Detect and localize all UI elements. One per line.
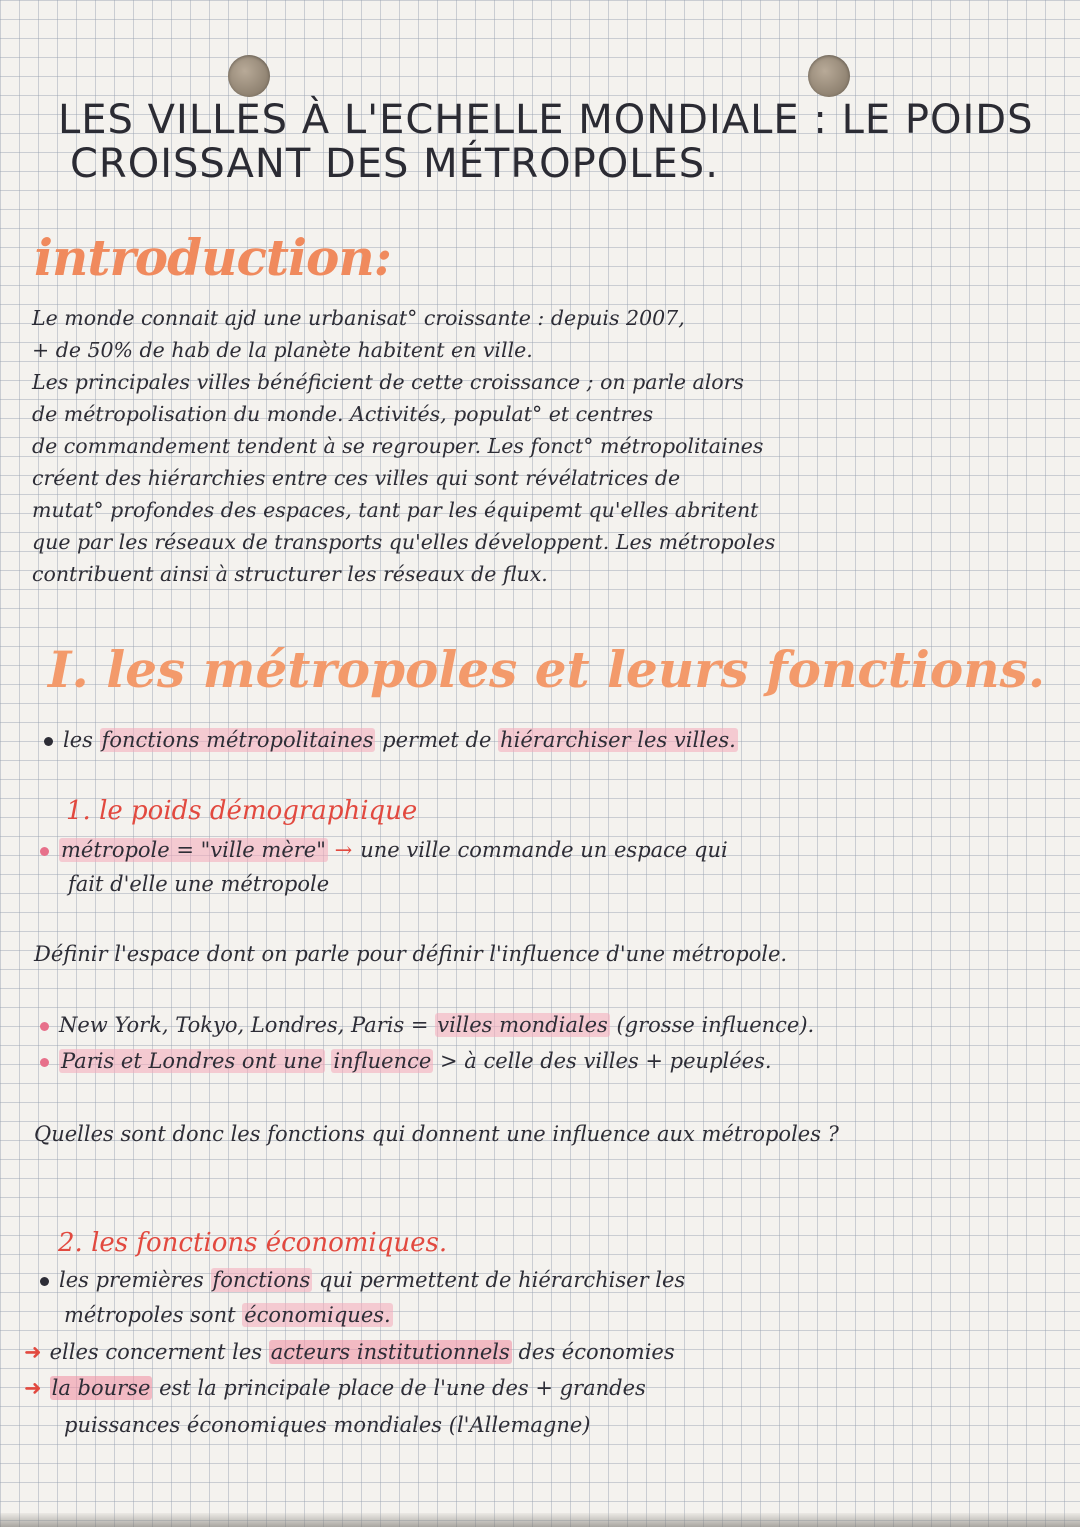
binder-hole-right [808,55,850,97]
metropole-definition-bullet [40,838,728,862]
page-bottom-edge [0,1513,1080,1527]
bullet-icon [40,1277,49,1286]
actors-arrow-line [24,1340,675,1364]
text-span: des économies [518,1340,675,1364]
binder-hole-left [228,55,270,97]
text-span: (grosse influence). [616,1013,815,1037]
economic-functions-bullet [40,1268,685,1292]
page-title [58,98,1038,186]
intro-line: Le monde connait ajd une urbanisat° croissante : depuis 2007, [32,306,685,330]
section-1-intro-bullet [44,728,738,752]
subsection-1-heading: 1. le poids démographique [66,796,418,826]
highlight-fonctions: fonctions [212,1268,311,1292]
highlight-acteurs-institutionnels: acteurs institutionnels [270,1340,510,1364]
title-line-1: LES VILLES À L'ECHELLE MONDIALE : LE POIDS [58,97,1034,143]
bullet-icon [40,1058,49,1067]
introduction-paragraph [32,300,1042,592]
bullet-icon [40,847,49,856]
intro-line: contribuent ainsi à structurer les réseaux de flux. [32,562,548,586]
text-span: est la principale place de l'une des + grandes [159,1376,646,1400]
text-span: New York, Tokyo, Londres, Paris = [59,1013,429,1037]
highlight-hierarchiser: hiérarchiser les villes. [500,728,736,752]
highlight-metropole: métropole = "ville mère" [61,838,326,862]
intro-line: + de 50% de hab de la planète habitent en ville. [32,338,533,362]
arrow-right-icon: ➜ [24,1340,42,1364]
section-1-heading: I. les métropoles et leurs fonctions. [48,640,1046,699]
text-span: une ville commande un espace qui [360,838,728,862]
highlight-influence: influence [333,1049,432,1073]
highlight-fonctions-metropolitaines: fonctions métropolitaines [101,728,374,752]
text-span: métropoles sont [64,1303,236,1327]
text-span: > à celle des villes + peuplées. [440,1049,772,1073]
text-span: elles concernent les [49,1340,263,1364]
economic-functions-continued [64,1303,393,1327]
intro-line: de métropolisation du monde. Activités, populat° et centres [32,402,654,426]
highlight-economiques: économiques. [244,1303,391,1327]
world-cities-bullet [40,1013,814,1037]
paris-londres-bullet [40,1049,772,1073]
intro-line: créent des hiérarchies entre ces villes qui sont révélatrices de [32,466,681,490]
intro-line: Les principales villes bénéficient de cette croissance ; on parle alors [32,370,744,394]
highlight-villes-mondiales: villes mondiales [437,1013,608,1037]
subsection-2-heading: 2. les fonctions économiques. [58,1228,448,1258]
arrow-right-icon: ➜ [24,1376,42,1400]
text-span: permet de [382,728,492,752]
text-span: qui permettent de hiérarchiser les [319,1268,686,1292]
highlight-paris-londres: Paris et Londres ont une [61,1049,323,1073]
bourse-continued: puissances économiques mondiales (l'Allemagne) [64,1413,591,1437]
text-span: les [63,728,93,752]
intro-line: mutat° profondes des espaces, tant par les équipemt qu'elles abritent [32,498,759,522]
title-line-2: CROISSANT DES MÉTROPOLES. [70,141,719,187]
arrow-right-icon: → [334,838,353,862]
introduction-heading: introduction: [34,228,392,287]
define-space-note: Définir l'espace dont on parle pour définir l'influence d'une métropole. [34,942,788,966]
intro-line: que par les réseaux de transports qu'elles développent. Les métropoles [32,530,776,554]
metropole-definition-continued: fait d'elle une métropole [68,872,330,896]
bourse-arrow-line [24,1376,646,1400]
text-span: les premières [59,1268,204,1292]
bullet-icon [40,1022,49,1031]
intro-line: de commandement tendent à se regrouper. Les fonct° métropolitaines [32,434,764,458]
highlight-la-bourse: la bourse [51,1376,151,1400]
bullet-icon [44,737,53,746]
question-line: Quelles sont donc les fonctions qui donnent une influence aux métropoles ? [34,1122,839,1146]
